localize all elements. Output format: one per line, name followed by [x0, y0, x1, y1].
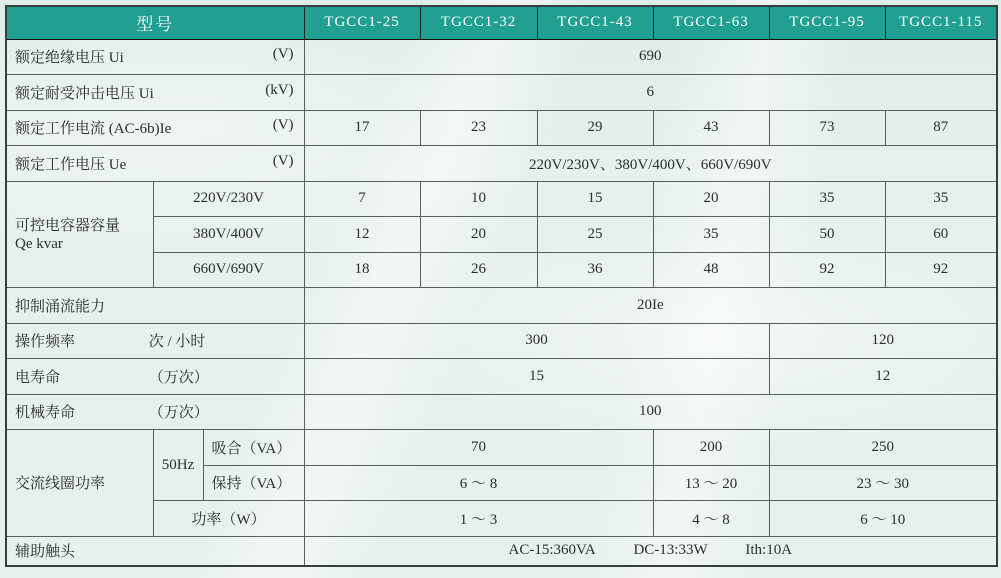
row-unit: （万次）	[148, 369, 209, 386]
cell-value: 92	[885, 252, 997, 288]
model-column-header: TGCC1-115	[885, 6, 997, 39]
model-column-header: TGCC1-43	[537, 6, 653, 39]
cell-value: 70	[304, 430, 653, 466]
row-insulation-voltage	[6, 39, 997, 75]
cell-value: 20	[653, 181, 769, 217]
cell-value: 4 ～ 8	[653, 501, 769, 537]
cell-value: 26	[420, 252, 537, 288]
aux-value-part: AC-15:360VA	[508, 542, 596, 559]
cell-value: 15	[304, 359, 769, 395]
row-electrical-life	[6, 359, 997, 395]
row-label	[6, 394, 304, 430]
cell-value: 120	[769, 323, 997, 359]
cell-value: 250	[769, 430, 997, 466]
cell-value: 200	[653, 430, 769, 466]
aux-value-part: Ith:10A	[745, 542, 793, 559]
row-coil-power	[6, 501, 997, 537]
row-mechanical-life	[6, 394, 997, 430]
cell-value: 12	[304, 217, 420, 253]
aux-value-part: DC-13:33W	[633, 542, 708, 559]
row-capacitor-220	[6, 181, 997, 217]
row-unit: (V)	[272, 46, 294, 63]
row-label	[6, 110, 304, 146]
row-coil-pickup	[6, 430, 997, 466]
row-inrush	[6, 288, 997, 324]
cell-value: 73	[769, 110, 885, 146]
row-label	[6, 323, 304, 359]
row-label-text: 机械寿命	[15, 405, 76, 422]
cell-value: 23 ～ 30	[769, 465, 997, 501]
row-capacitor-660	[6, 252, 997, 288]
capacitor-label-line1: 可控电容器容量	[15, 217, 121, 234]
cell-value: 20Ie	[304, 288, 997, 324]
row-unit: （万次）	[148, 405, 209, 422]
coil-subrow-label: 保持（VA）	[203, 465, 304, 501]
model-column-header: TGCC1-95	[769, 6, 885, 39]
cell-value: 20	[420, 217, 537, 253]
row-unit: (V)	[272, 152, 294, 169]
row-label: 抑制涌流能力	[6, 288, 304, 324]
cell-value: 13 ～ 20	[653, 465, 769, 501]
cell-value	[304, 536, 997, 566]
row-operating-frequency	[6, 323, 997, 359]
cell-value: 35	[769, 181, 885, 217]
cell-value: 36	[537, 252, 653, 288]
cell-value: 25	[537, 217, 653, 253]
cell-value: 6 ～ 10	[769, 501, 997, 537]
row-rated-voltage	[6, 146, 997, 182]
header-row	[6, 6, 997, 39]
row-unit: (kV)	[265, 81, 294, 98]
capacitor-group-label	[6, 181, 153, 288]
row-label-text: 额定绝缘电压 Ui	[15, 50, 124, 67]
row-label	[6, 39, 304, 75]
coil-group-label: 交流线圈功率	[6, 430, 153, 537]
cell-value: 18	[304, 252, 420, 288]
row-label	[6, 359, 304, 395]
row-impulse-voltage	[6, 75, 997, 111]
cell-value: 50	[769, 217, 885, 253]
capacitor-subrow-label: 220V/230V	[153, 181, 304, 217]
coil-frequency-label: 50Hz	[153, 430, 203, 501]
cell-value: 6	[304, 75, 997, 111]
coil-subrow-label: 吸合（VA）	[203, 430, 304, 466]
coil-subrow-label: 功率（W）	[153, 501, 304, 537]
cell-value: 12	[769, 359, 997, 395]
cell-value: 23	[420, 110, 537, 146]
row-rated-current	[6, 110, 997, 146]
row-unit: (V)	[272, 117, 294, 134]
cell-value: 1 ～ 3	[304, 501, 653, 537]
cell-value: 300	[304, 323, 769, 359]
row-unit: 次 / 小时	[148, 334, 206, 351]
capacitor-subrow-label: 380V/400V	[153, 217, 304, 253]
cell-value: 43	[653, 110, 769, 146]
model-column-header: TGCC1-32	[420, 6, 537, 39]
cell-value: 100	[304, 394, 997, 430]
row-label	[6, 146, 304, 182]
cell-value: 29	[537, 110, 653, 146]
cell-value: 35	[653, 217, 769, 253]
model-column-header: TGCC1-25	[304, 6, 420, 39]
cell-value: 15	[537, 181, 653, 217]
model-column-header: TGCC1-63	[653, 6, 769, 39]
cell-value: 60	[885, 217, 997, 253]
row-label-text: 操作频率	[15, 334, 76, 351]
cell-value: 10	[420, 181, 537, 217]
cell-value: 92	[769, 252, 885, 288]
row-label-text: 额定工作电流 (AC-6b)Ie	[15, 121, 172, 138]
row-label-text: 电寿命	[15, 369, 61, 386]
row-capacitor-380	[6, 217, 997, 253]
row-label-text: 额定工作电压 Ue	[15, 156, 127, 173]
model-header-cell: 型号	[6, 6, 304, 39]
row-label-text: 额定耐受冲击电压 Ui	[15, 85, 154, 102]
row-auxiliary-contacts	[6, 536, 997, 566]
cell-value: 7	[304, 181, 420, 217]
row-label: 辅助触头	[6, 536, 304, 566]
capacitor-subrow-label: 660V/690V	[153, 252, 304, 288]
cell-value: 690	[304, 39, 997, 75]
cell-value: 35	[885, 181, 997, 217]
cell-value: 48	[653, 252, 769, 288]
capacitor-label-line2: Qe kvar	[15, 236, 63, 253]
cell-value: 6 ～ 8	[304, 465, 653, 501]
spec-table	[5, 5, 998, 567]
cell-value: 220V/230V、380V/400V、660V/690V	[304, 146, 997, 182]
row-label	[6, 75, 304, 111]
cell-value: 87	[885, 110, 997, 146]
cell-value: 17	[304, 110, 420, 146]
